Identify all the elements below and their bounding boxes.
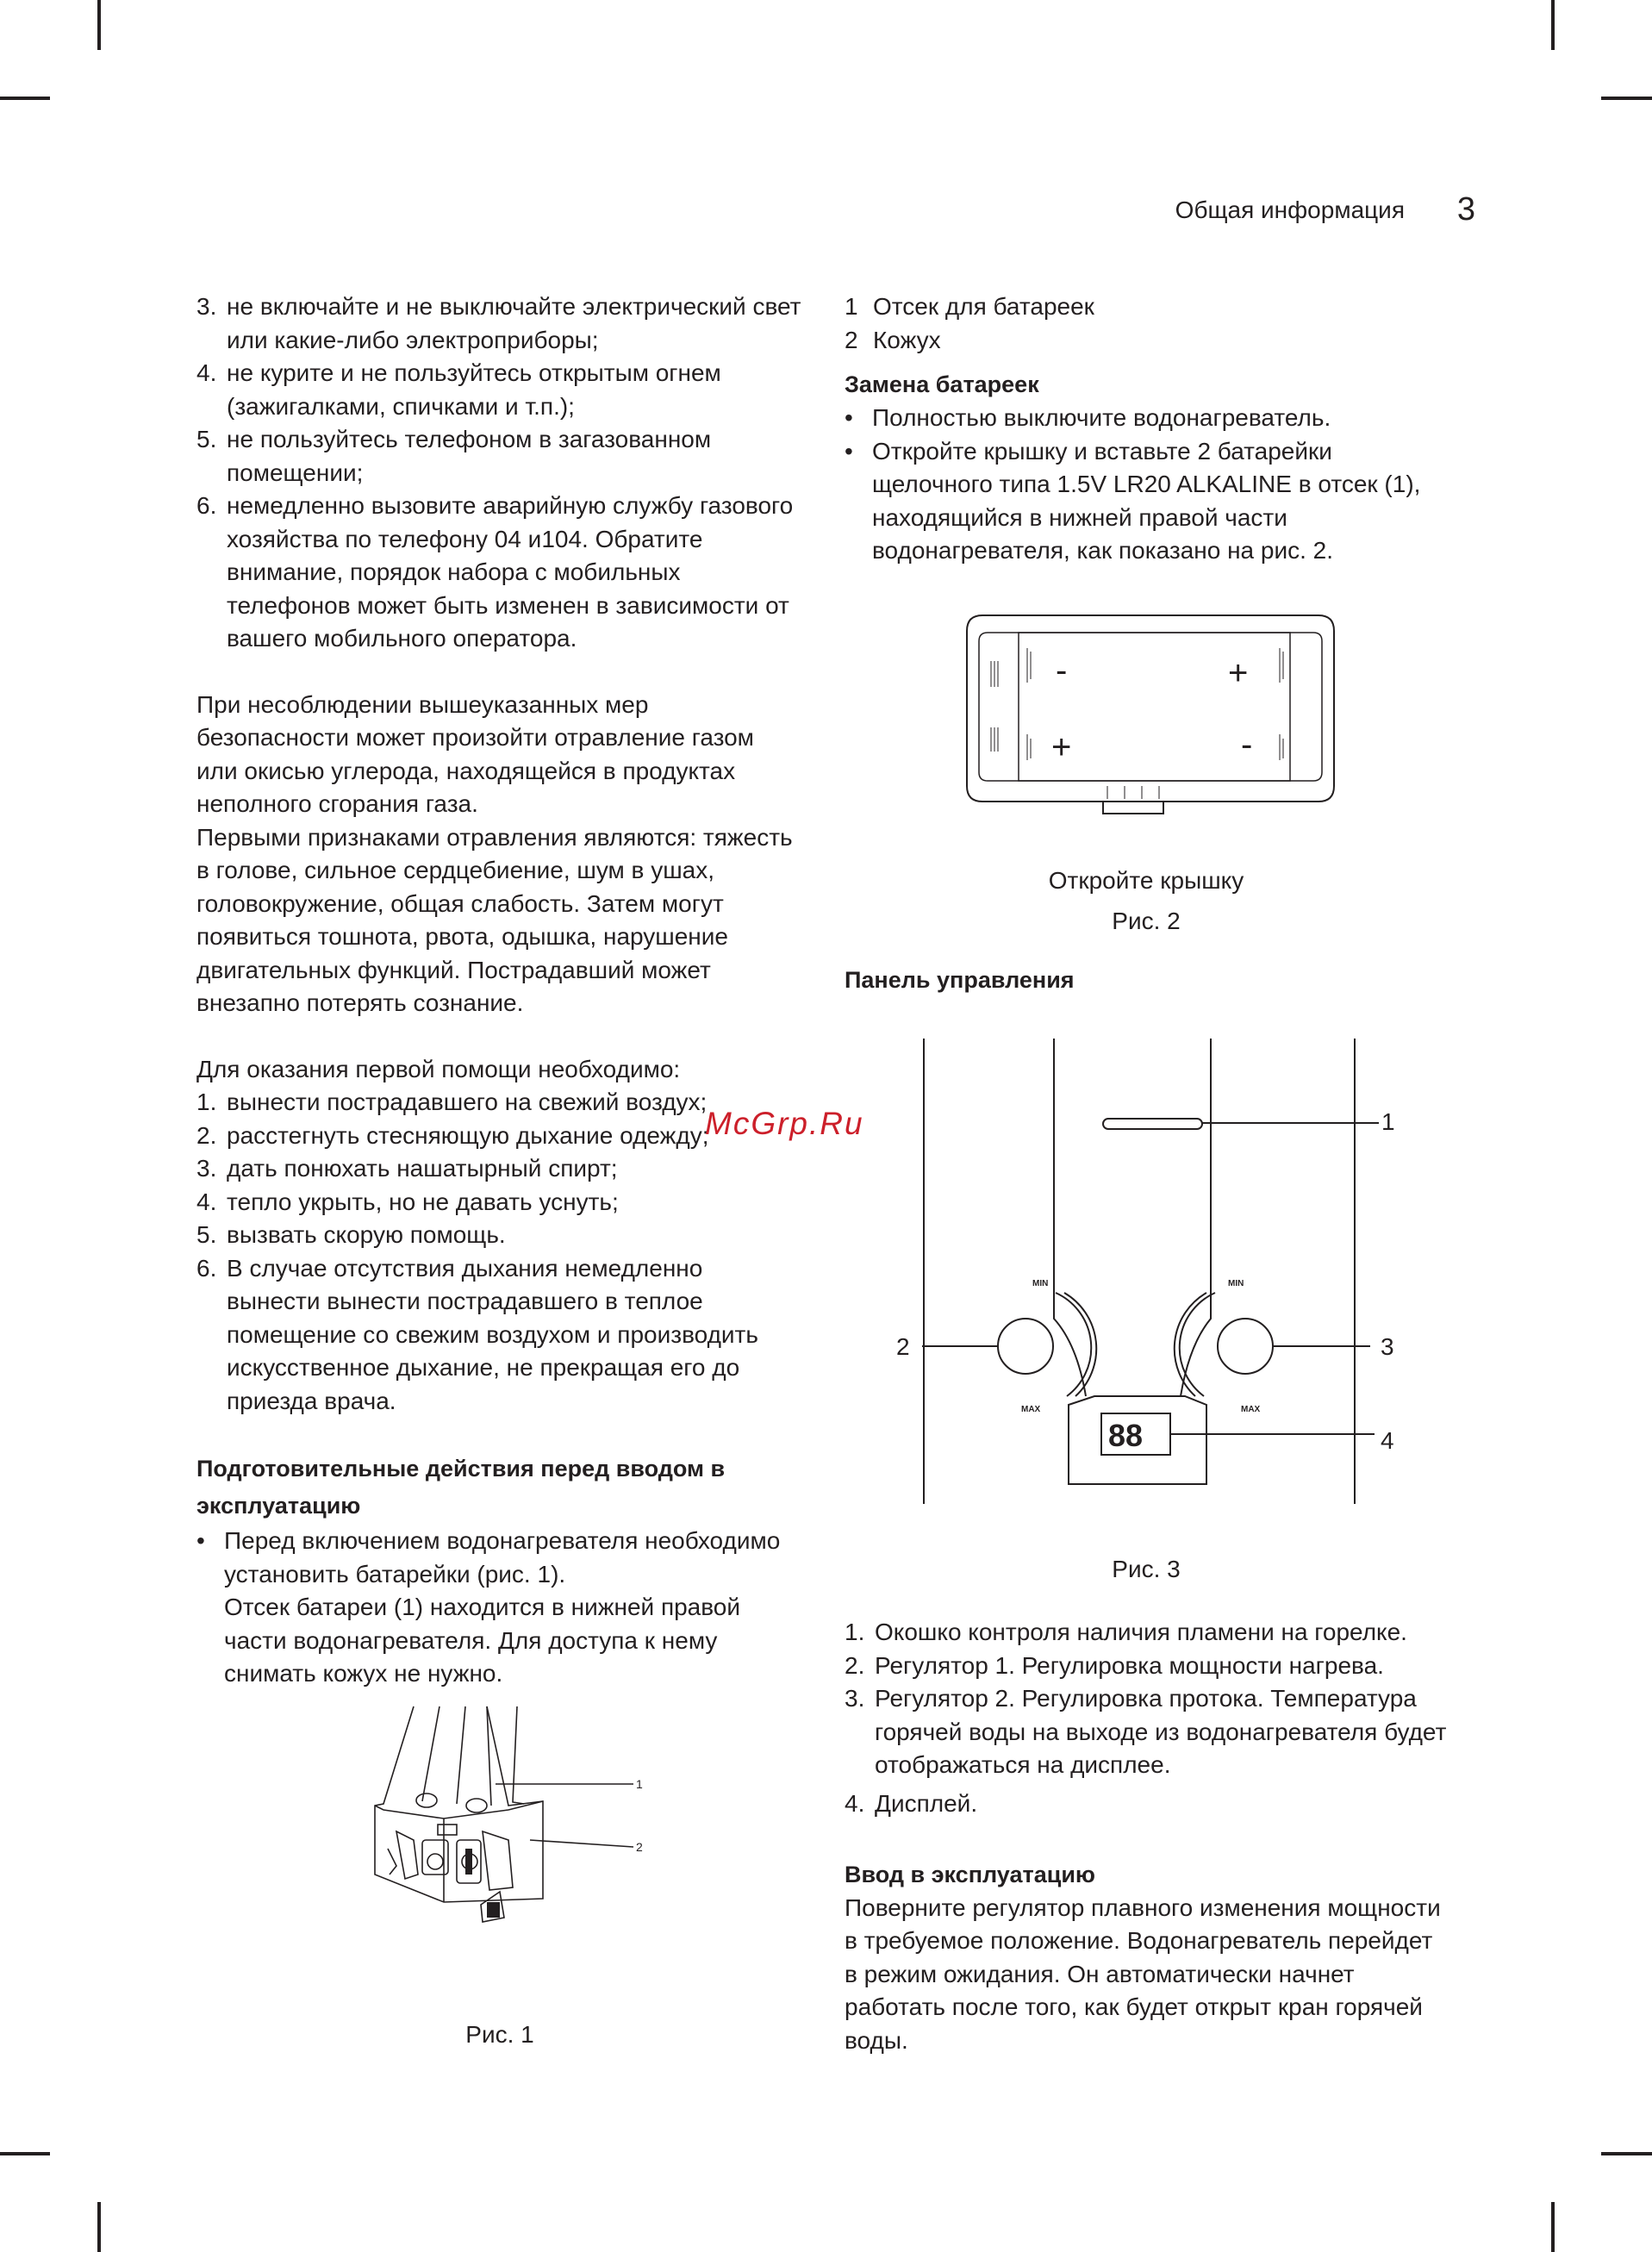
crop-mark	[1601, 2152, 1652, 2155]
list-item: 1. Окошко контроля наличия пламени на горелке.	[845, 1619, 1407, 1645]
list-item: 6. немедленно вызовите аварийную службу газового хозяйства по телефону 04 и104. Обратите внимание, порядок набора с мобильных телефонов может быть изменен в зависимости от вашего мобильного оператора.	[196, 492, 794, 652]
battery-plus-2: +	[1051, 728, 1072, 766]
battery-minus-2: -	[1241, 726, 1253, 764]
list-item: 2. Регулятор 1. Регулировка мощности нагрева.	[845, 1651, 1384, 1679]
legend-item: 1 Отсек для батареек	[845, 293, 1094, 320]
commissioning-text: Поверните регулятор плавного изменения мощности в требуемое положение. Водонагреватель перейдет в режим ожидания. Он автоматически начнет работать после того, как будет открыт кран горячей воды.	[845, 1893, 1441, 2054]
crop-mark	[0, 2152, 50, 2155]
crop-mark	[97, 2202, 101, 2252]
fig3-label-4: 4	[1381, 1427, 1394, 1454]
section-heading-panel: Панель управления	[845, 967, 1075, 993]
list-item: 3. дать понюхать нашатырный спирт;	[196, 1155, 618, 1182]
crop-mark	[1551, 2202, 1555, 2252]
fig1-label-1: 1	[636, 1777, 643, 1791]
display-digits: 88	[1108, 1418, 1144, 1453]
list-item: 3. не включайте и не выключайте электрический свет или какие-либо электроприборы;	[196, 293, 801, 353]
battery-plus-1: +	[1228, 654, 1249, 692]
paragraph-consequences: При несоблюдении вышеуказанных мер безопасности может произойти отравление газом или окисью углерода, находящейся в продуктах неполного сгорания газа.	[196, 690, 754, 817]
max-label-right: MAX	[1241, 1405, 1261, 1414]
list-item: 4. не курите и не пользуйтесь открытым огнем (зажигалками, спичками и т.п.);	[196, 359, 721, 420]
fig2-caption-1: Откройте крышку	[1048, 867, 1244, 894]
min-label-right: MIN	[1228, 1279, 1244, 1288]
right-column-bottom	[845, 1616, 1448, 2057]
right-column-top	[845, 290, 1455, 568]
crop-mark	[1601, 97, 1652, 100]
fig1-label-2: 2	[636, 1840, 643, 1854]
list-item: • Перед включением водонагревателя необходимо установить батарейки (рис. 1). Отсек батареи (1) находится в нижней правой части водонагревателя. Для доступа к нему снимать кожух не нужно.	[196, 1525, 801, 1691]
section-heading-battery: Замена батареек	[845, 371, 1039, 397]
paragraph-symptoms: Первыми признаками отравления являются: тяжесть в голове, сильное сердцебиение, шум в ушах, головокружение, общая слабость. Затем могут появиться тошнота, рвота, одышка, нарушение двигательных функций. Пострадавший может внезапно потерять сознание.	[196, 823, 793, 1016]
prep-text-2: Отсек батареи (1) находится в нижней правой части водонагревателя. Для доступа к нему снимать кожух не нужно.	[224, 1594, 741, 1687]
left-column	[196, 290, 801, 1691]
list-item: 4. тепло укрыть, но не давать уснуть;	[196, 1188, 619, 1215]
list-item: 5. вызвать скорую помощь.	[196, 1221, 506, 1248]
list-item: 1. вынести пострадавшего на свежий воздух;	[196, 1089, 708, 1115]
fig3-label-3: 3	[1381, 1333, 1394, 1360]
crop-mark	[0, 97, 50, 100]
section-heading-commissioning: Ввод в эксплуатацию	[845, 1862, 1095, 1887]
figure-2	[965, 614, 1336, 829]
fig1-caption: Рис. 1	[465, 2021, 534, 2048]
page-number: 3	[1456, 191, 1475, 228]
list-item: 3. Регулятор 2. Регулировка протока. Температура горячей воды на выходе из водонагревателя будет отображаться на дисплее.	[845, 1685, 1447, 1778]
min-label-left: MIN	[1032, 1279, 1049, 1288]
list-item: 2. расстегнуть стесняющую дыхание одежду;	[196, 1121, 709, 1149]
max-label-left: MAX	[1021, 1405, 1041, 1414]
fig2-caption-2: Рис. 2	[1112, 908, 1181, 934]
crop-mark	[1551, 0, 1555, 50]
figure-3	[888, 1034, 1439, 1508]
list-item: 5. не пользуйтесь телефоном в загазованном помещении;	[196, 426, 712, 486]
fig3-caption: Рис. 3	[1112, 1556, 1181, 1582]
fig3-label-2: 2	[896, 1333, 910, 1360]
crop-mark	[97, 0, 101, 50]
watermark: McGrp.Ru	[705, 1106, 864, 1141]
list-item: 4. Дисплей.	[845, 1789, 978, 1817]
list-item: 6. В случае отсутствия дыхания немедленно вынести вынести пострадавшего в теплое помещение со свежим воздухом и производить искусственное дыхание, не прекращая его до приезда врача.	[196, 1254, 758, 1414]
battery-minus-1: -	[1056, 652, 1068, 689]
list-item: • Откройте крышку и вставьте 2 батарейки щелочного типа 1.5V LR20 ALKALINE в отсек (1), находящийся в нижней правой части водонагревателя, как показано на рис. 2.	[845, 437, 1421, 564]
legend-item: 2 Кожух	[845, 326, 941, 353]
list-item: • Полностью выключите водонагреватель.	[845, 404, 1331, 431]
page-title: Общая информация	[1175, 197, 1405, 223]
figure-1	[336, 1702, 664, 1987]
section-heading-preparation: Подготовительные действия перед вводом в эксплуатацию	[196, 1456, 726, 1519]
prep-text-1: Перед включением водонагревателя необходимо установить батарейки (рис. 1).	[224, 1527, 781, 1588]
safety-list	[196, 290, 801, 656]
fig3-label-1: 1	[1381, 1108, 1395, 1135]
page-header	[1120, 191, 1482, 229]
first-aid-intro: Для оказания первой помощи необходимо:	[196, 1055, 681, 1082]
